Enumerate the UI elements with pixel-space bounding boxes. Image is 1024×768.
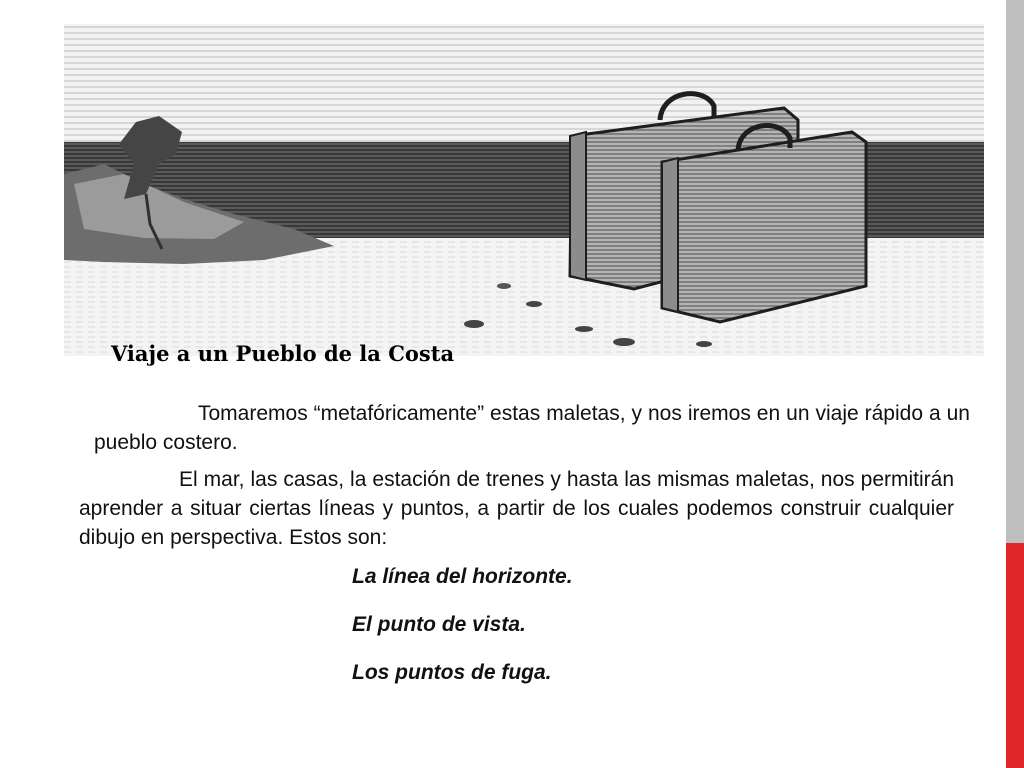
side-accent-bar-red [1006, 543, 1024, 768]
slide-title: Viaje a un Pueblo de la Costa [111, 341, 455, 366]
paragraph-intro: Tomaremos “metafóricamente” estas maletas, y nos iremos en un viaje rápido a un pueblo costero. [94, 402, 970, 454]
list-item-horizon-line: La línea del horizonte. [352, 565, 573, 588]
suitcases-sketch [64, 24, 984, 356]
paragraph-elements: El mar, las casas, la estación de trenes y hasta las mismas maletas, nos permitirán aprender a situar ciertas líneas y puntos, a partir de los cuales podemos construir cualquier dibujo en perspectiva. Estos son: [79, 468, 954, 549]
list-item-point-of-view: El punto de vista. [352, 613, 526, 636]
beach-suitcases-illustration [64, 24, 984, 356]
side-accent-bar-gray [1006, 0, 1024, 543]
list-item-vanishing-points: Los puntos de fuga. [352, 661, 552, 684]
perspective-elements-list [352, 561, 573, 705]
